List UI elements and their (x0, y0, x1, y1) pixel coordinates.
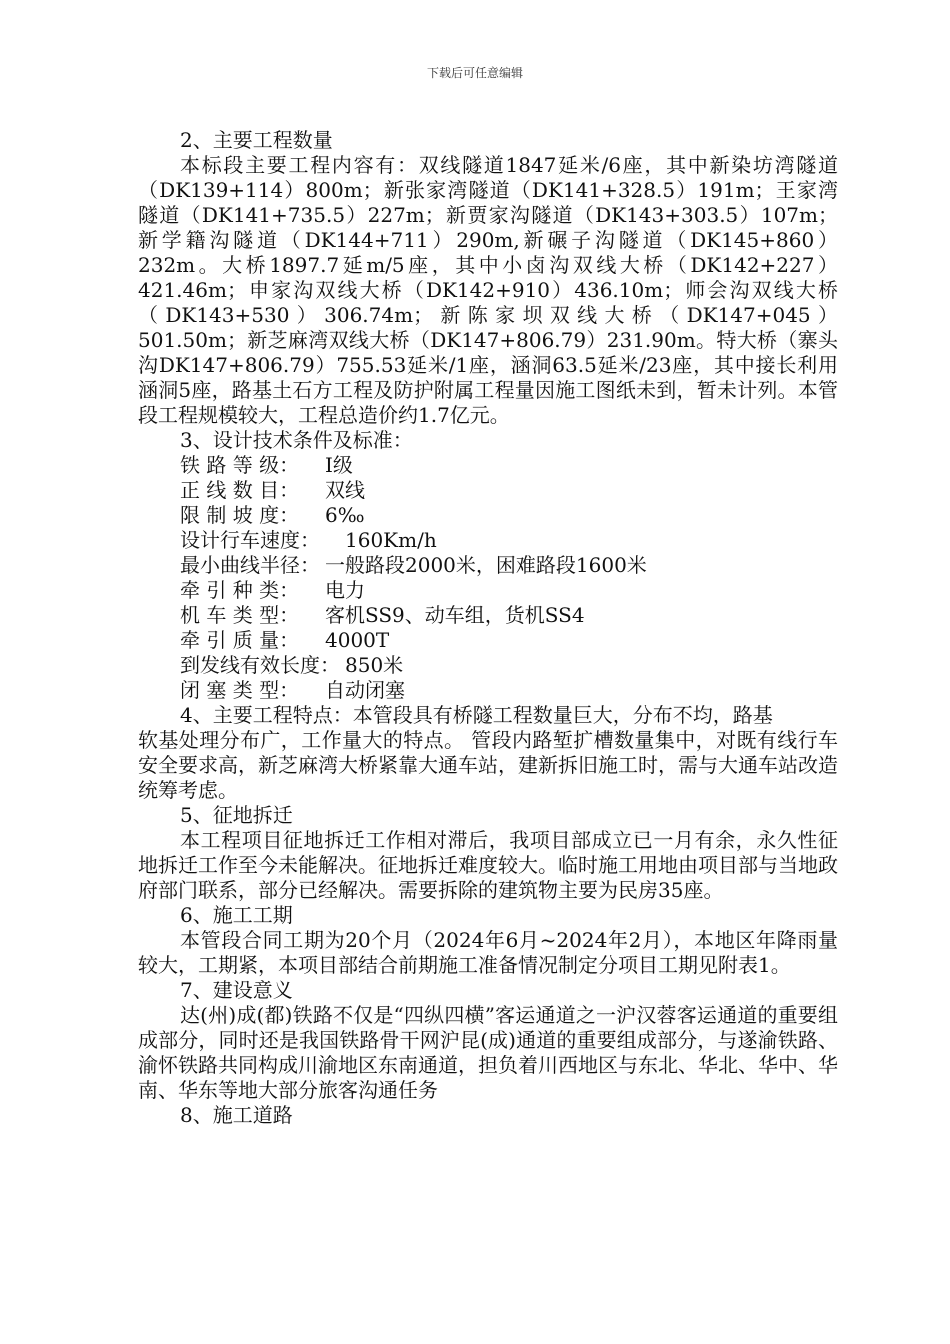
section-6-body: 本管段合同工期为20个月（2024年6月~2024年2月），本地区年降雨量较大，工期紧，本项目部结合前期施工准备情况制定分项目工期见附表1。 (138, 928, 838, 977)
section-2-heading: 2、主要工程数量 (180, 128, 333, 152)
spec-label: 闭 塞 类 型： (180, 678, 300, 702)
spec-label: 最小曲线半径： (180, 553, 320, 577)
spec-value: 一般路段2000米，困难路段1600米 (325, 553, 647, 577)
spec-row (138, 528, 838, 553)
spec-value: Ⅰ级 (325, 453, 353, 477)
spec-row (138, 478, 838, 503)
spec-row (138, 553, 838, 578)
spec-value: 850米 (345, 653, 404, 677)
spec-row (138, 678, 838, 703)
spec-row (138, 653, 838, 678)
section-4-heading: 4、主要工程特点：本管段具有桥隧工程数量巨大，分布不均，路基 (180, 703, 773, 727)
document-body (138, 122, 838, 1128)
spec-row (138, 628, 838, 653)
spec-row (138, 603, 838, 628)
spec-row (138, 503, 838, 528)
spec-label: 牵 引 质 量： (180, 628, 300, 652)
spec-row (138, 578, 838, 603)
spec-list (138, 453, 838, 703)
spec-value: 6‰ (325, 503, 365, 527)
page-watermark: 下载后可任意编辑 (426, 66, 523, 80)
spec-label: 到发线有效长度： (180, 653, 340, 677)
spec-row (138, 453, 838, 478)
spec-label: 机 车 类 型： (180, 603, 300, 627)
spec-label: 设计行车速度： (180, 528, 320, 552)
section-5-body: 本工程项目征地拆迁工作相对滞后，我项目部成立已一月有余，永久性征地拆迁工作至今未能解决。征地拆迁难度较大。临时施工用地由项目部与当地政府部门联系，部分已经解决。需要拆除的建筑物主要为民房35座。 (138, 828, 838, 902)
spec-value: 电力 (325, 578, 365, 602)
section-2-body: 本标段主要工程内容有：双线隧道1847延米/6座，其中新染坊湾隧道（DK139+114）800m；新张家湾隧道（DK141+328.5）191m；王家湾隧道（DK141+735.5）227m；新贾家沟隧道（DK143+303.5）107m；新学籍沟隧道（DK144+711）290m,新碾子沟隧道（DK145+860）232m。大桥1897.7延m/5座，其中小卤沟双线大桥（DK142+227）421.46m；申家沟双线大桥（DK142+910）436.10m；师会沟双线大桥（DK143+530）306.74m；新陈家坝双线大桥（DK147+045）501.50m；新芝麻湾双线大桥（DK147+806.79）231.90m。特大桥（寨头沟DK147+806.79）755.53延米/1座，涵洞63.5延米/23座，其中接长利用涵洞5座，路基土石方工程及防护附属工程量因施工图纸未到，暂未计列。本管段工程规模较大，工程总造价约1.7亿元。 (138, 153, 838, 427)
section-4-body: 软基处理分布广，工作量大的特点。 管段内路堑扩槽数量集中，对既有线行车安全要求高，新芝麻湾大桥紧靠大通车站，建新拆旧施工时，需与大通车站改造统筹考虑。 (138, 728, 838, 802)
spec-value: 自动闭塞 (325, 678, 405, 702)
section-7-body: 达(州)成(都)铁路不仅是“四纵四横”客运通道之一沪汉蓉客运通道的重要组成部分，同时还是我国铁路骨干网沪昆(成)通道的重要组成部分，与遂渝铁路、渝怀铁路共同构成川渝地区东南通道，担负着川西地区与东北、华北、华中、华南、华东等地大部分旅客沟通任务 (138, 1003, 838, 1102)
spec-label: 限 制 坡 度： (180, 503, 300, 527)
section-3-heading: 3、设计技术条件及标准： (180, 428, 413, 452)
spec-value: 客机SS9、动车组，货机SS4 (325, 603, 585, 627)
spec-label: 牵 引 种 类： (180, 578, 300, 602)
spec-label: 铁 路 等 级： (180, 453, 300, 477)
spec-label: 正 线 数 目： (180, 478, 300, 502)
section-6-heading: 6、施工工期 (180, 903, 293, 927)
section-7-heading: 7、建设意义 (180, 978, 293, 1002)
section-8-heading: 8、施工道路 (180, 1103, 293, 1127)
spec-value: 4000T (325, 628, 390, 652)
spec-value: 160Km/h (345, 528, 437, 552)
section-5-heading: 5、征地拆迁 (180, 803, 293, 827)
spec-value: 双线 (325, 478, 365, 502)
